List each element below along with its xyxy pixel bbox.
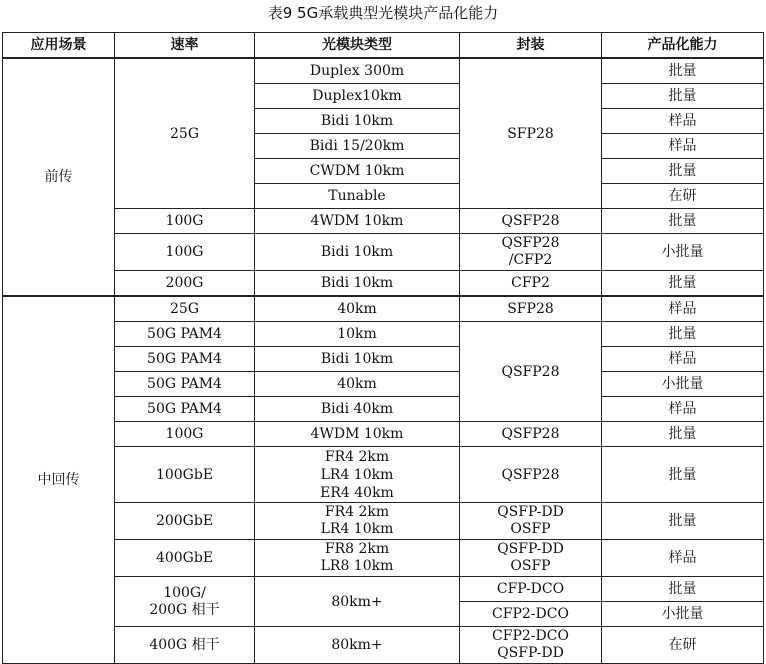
package-cell: CFP2-DCO [460,602,602,627]
table-row [3,296,764,322]
package-cell [460,540,602,577]
status-cell: 批量 [602,209,764,234]
package-line: QSFP-DD [497,504,564,520]
header-scenario: 应用场景 [3,33,115,59]
package-cell: CFP2 [460,271,602,297]
package-cell: QSFP28 [460,447,602,503]
rate-cell: 50G PAM4 [115,347,255,372]
table-row [3,58,764,84]
module-type-line: LR8 10km [320,558,394,574]
status-cell: 批量 [602,447,764,503]
scenario-cell-midhaul: 中回传 [3,296,115,664]
status-cell: 批量 [602,322,764,347]
rate-line: 100G/ [163,584,206,601]
module-type-line: FR8 2km [324,541,390,557]
module-type-cell [255,447,460,503]
module-type-cell: Tunable [255,184,460,209]
table-row [3,209,764,234]
module-type-cell: Bidi 15/20km [255,134,460,159]
module-type-cell: 80km+ [255,577,460,627]
package-line: QSFP-DD [497,645,564,661]
status-cell: 批量 [602,577,764,602]
package-cell: QSFP28 [460,422,602,447]
status-cell: 样品 [602,134,764,159]
package-line: OSFP [510,558,551,574]
rate-cell: 100GbE [115,447,255,503]
package-cell: SFP28 [460,296,602,322]
rate-cell: 50G PAM4 [115,397,255,422]
status-cell: 样品 [602,109,764,134]
table-row [3,503,764,540]
status-cell: 小批量 [602,602,764,627]
status-cell: 批量 [602,422,764,447]
rate-cell: 100G [115,209,255,234]
package-cell: SFP28 [460,58,602,209]
module-type-cell: 10km [255,322,460,347]
package-cell [460,234,602,271]
package-line: QSFP-DD [497,541,564,557]
module-type-cell: 40km [255,296,460,322]
table-row [3,234,764,271]
package-cell: QSFP28 [460,209,602,234]
module-type-cell [255,503,460,540]
rate-cell: 25G [115,296,255,322]
status-cell: 样品 [602,296,764,322]
status-cell: 批量 [602,503,764,540]
package-line: QSFP28 [501,235,560,251]
product-table [2,32,764,664]
module-type-cell: Bidi 10km [255,234,460,271]
status-cell: 在研 [602,627,764,664]
module-type-line: FR4 2km [324,448,390,465]
package-cell [460,627,602,664]
package-cell: CFP-DCO [460,577,602,602]
module-type-line: LR4 10km [320,466,394,483]
module-type-line: LR4 10km [320,521,394,537]
header-row [3,33,764,59]
table-row [3,577,764,602]
package-cell: QSFP28 [460,322,602,422]
module-type-cell: Bidi 10km [255,347,460,372]
table-row [3,347,764,372]
package-line: CFP2-DCO [492,628,569,644]
module-type-cell: CWDM 10km [255,159,460,184]
header-productization: 产品化能力 [602,33,764,59]
table-row [3,372,764,397]
module-type-cell [255,540,460,577]
status-cell: 批量 [602,58,764,84]
package-line: OSFP [510,521,551,537]
header-package: 封装 [460,33,602,59]
module-type-cell: 4WDM 10km [255,422,460,447]
package-cell [460,503,602,540]
module-type-cell: Bidi 10km [255,109,460,134]
rate-cell: 200GbE [115,503,255,540]
status-cell: 样品 [602,540,764,577]
rate-cell: 100G [115,422,255,447]
status-cell: 批量 [602,159,764,184]
rate-cell: 100G [115,234,255,271]
table-row [3,397,764,422]
status-cell: 样品 [602,397,764,422]
table-caption: 表9 5G承载典型光模块产品化能力 [267,4,499,22]
rate-cell: 50G PAM4 [115,372,255,397]
status-cell: 批量 [602,271,764,297]
module-type-line: ER4 40km [320,484,394,501]
table-row [3,540,764,577]
table-row [3,447,764,503]
module-type-cell: 40km [255,372,460,397]
table-row [3,271,764,297]
module-type-cell: Bidi 10km [255,271,460,297]
rate-cell: 400G 相干 [115,627,255,664]
header-rate: 速率 [115,33,255,59]
rate-cell: 400GbE [115,540,255,577]
status-cell: 小批量 [602,234,764,271]
module-type-line: FR4 2km [324,504,390,520]
rate-line: 200G 相干 [149,601,220,618]
rate-cell: 25G [115,58,255,209]
status-cell: 小批量 [602,372,764,397]
table-row [3,322,764,347]
rate-cell: 50G PAM4 [115,322,255,347]
status-cell: 批量 [602,84,764,109]
scenario-cell-fronthaul: 前传 [3,58,115,296]
rate-cell: 200G [115,271,255,297]
header-module-type: 光模块类型 [255,33,460,59]
module-type-cell: Duplex 300m [255,58,460,84]
module-type-cell: 4WDM 10km [255,209,460,234]
module-type-cell: Duplex10km [255,84,460,109]
status-cell: 在研 [602,184,764,209]
module-type-cell: Bidi 40km [255,397,460,422]
table-row [3,422,764,447]
status-cell: 样品 [602,347,764,372]
module-type-cell: 80km+ [255,627,460,664]
table-row [3,627,764,664]
package-line: /CFP2 [508,252,553,268]
rate-cell [115,577,255,627]
